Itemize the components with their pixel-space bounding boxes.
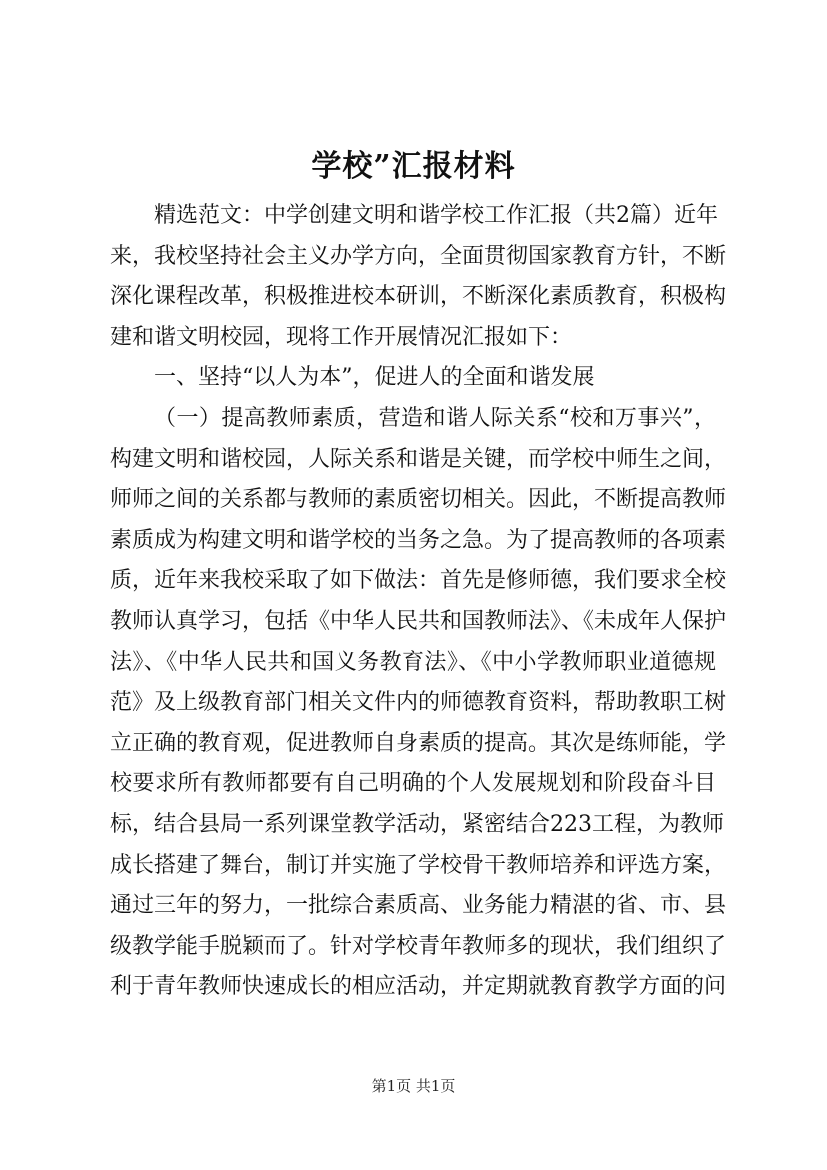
paragraph-line: （一）提高教师素质，营造和谐人际关系“校和万事兴”， xyxy=(154,405,716,431)
paragraph-line: 成长搭建了舞台，制订并实施了学校骨干教师培养和评选方案， xyxy=(110,852,727,878)
paragraph-line: 素质成为构建文明和谐学校的当务之急。为了提高教师的各项素 xyxy=(110,527,727,553)
paragraph-line: 校要求所有教师都要有自己明确的个人发展规划和阶段奋斗目 xyxy=(110,771,716,797)
paragraph-line: 立正确的教育观，促进教师自身素质的提高。其次是练师能，学 xyxy=(110,730,727,756)
paragraph-line: 建和谐文明校园，现将工作开展情况汇报如下： xyxy=(110,324,573,350)
paragraph-line: 法》、《中华人民共和国义务教育法》、《中小学教师职业道德规 xyxy=(110,649,716,675)
paragraph-line: 范》及上级教育部门相关文件内的师德教育资料，帮助教职工树 xyxy=(110,690,727,716)
paragraph-line: 利于青年教师快速成长的相应活动，并定期就教育教学方面的问 xyxy=(110,974,727,1000)
document-body xyxy=(110,196,727,1008)
paragraph-line: 精选范文：中学创建文明和谐学校工作汇报（共2篇）近年 xyxy=(154,203,718,228)
paragraph-line: 深化课程改革，积极推进校本研训，不断深化素质教育，积极构 xyxy=(110,284,727,310)
paragraph-line: 教师认真学习，包括《中华人民共和国教师法》、《未成年人保护 xyxy=(110,608,727,634)
paragraph-line: 构建文明和谐校园，人际关系和谐是关键，而学校中师生之间， xyxy=(110,446,727,472)
paragraph-line: 通过三年的努力，一批综合素质高、业务能力精湛的省、市、县 xyxy=(110,893,727,919)
paragraph-line: 来，我校坚持社会主义办学方向，全面贯彻国家教育方针，不断 xyxy=(110,243,727,269)
page-footer: 第1页 共1页 xyxy=(371,1077,456,1095)
paragraph-line: 级教学能手脱颖而了。针对学校青年教师多的现状，我们组织了 xyxy=(110,933,727,959)
paragraph-line: 标，结合县局一系列课堂教学活动，紧密结合223工程，为教师 xyxy=(110,811,724,837)
document-title: 学校”汇报材料 xyxy=(311,149,516,184)
paragraph-line: 师师之间的关系都与教师的素质密切相关。因此，不断提高教师 xyxy=(110,487,727,513)
paragraph-line: 质，近年来我校采取了如下做法：首先是修师德，我们要求全校 xyxy=(110,568,727,594)
section-heading: 一、坚持“以人为本”，促进人的全面和谐发展 xyxy=(154,365,595,391)
